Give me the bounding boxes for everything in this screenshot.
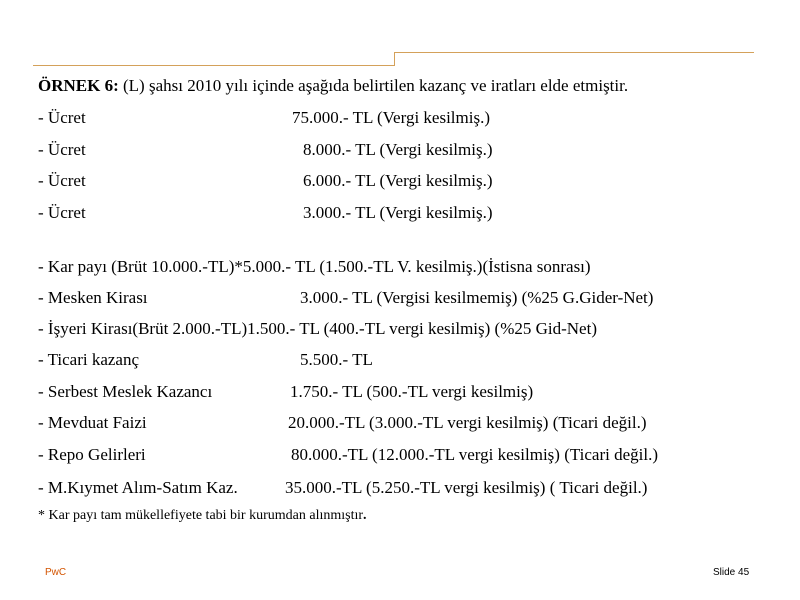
footnote-text: * Kar payı tam mükellefiyete tabi bir kurumdan alınmıştır [38,508,364,523]
list-item [38,140,493,160]
item-amount: 8.000.- TL (Vergi kesilmiş.) [303,140,493,159]
item-amount: 5.500.- TL [300,350,373,369]
item-label: - Serbest Meslek Kazancı [38,382,213,401]
list-item [38,319,597,339]
item-amount: 3.000.- TL (Vergi kesilmiş.) [303,203,493,222]
item-amount: 6.000.- TL (Vergi kesilmiş.) [303,171,493,190]
item-amount: 20.000.-TL (3.000.-TL vergi kesilmiş) (Ticari değil.) [288,413,647,432]
list-item [38,288,654,308]
item-amount: 1.750.- TL (500.-TL vergi kesilmiş) [290,382,534,401]
item-amount: 35.000.-TL (5.250.-TL vergi kesilmiş) ( Ticari değil.) [285,478,648,497]
list-item [38,350,373,370]
footnote-period: . [363,508,367,523]
list-item [38,382,534,402]
example-description: (L) şahsı 2010 yılı içinde aşağıda belirtilen kazanç ve iratları elde etmiştir. [118,76,629,95]
item-label: - İşyeri Kirası(Brüt 2.000.-TL)1.500.- TL (400.-TL vergi kesilmiş) (%25 Gid-Net) [38,319,597,338]
list-item [38,413,647,433]
item-amount: 3.000.- TL (Vergisi kesilmemiş) (%25 G.Gider-Net) [300,288,654,307]
top-rule-right [394,52,754,53]
list-item [38,478,648,498]
item-label: - Ticari kazanç [38,350,140,369]
item-label: - Ücret [38,203,86,222]
list-item [38,445,659,465]
item-label: - Ücret [38,171,86,190]
slide-title [38,76,628,96]
item-label: - Ücret [38,140,86,159]
item-label: - Mevduat Faizi [38,413,147,432]
list-item [38,257,591,277]
item-label: - Repo Gelirleri [38,445,146,464]
slide-number: Slide 45 [713,567,750,578]
list-item [38,171,493,191]
list-item [38,203,493,223]
brand-logo: PwC [45,567,67,578]
top-rule-left [33,65,395,66]
item-label: - Mesken Kirası [38,288,148,307]
item-amount: 80.000.-TL (12.000.-TL vergi kesilmiş) (Ticari değil.) [291,445,659,464]
item-label: - Ücret [38,108,86,127]
item-amount: 75.000.- TL (Vergi kesilmiş.) [292,108,490,127]
top-rule-step [394,52,395,66]
item-label: - Kar payı (Brüt 10.000.-TL)*5.000.- TL (1.500.-TL V. kesilmiş.)(İstisna sonrası) [38,257,591,276]
footnote [38,508,367,524]
item-label: - M.Kıymet Alım-Satım Kaz. [38,478,238,497]
list-item [38,108,490,128]
example-label: ÖRNEK 6: [38,76,119,95]
